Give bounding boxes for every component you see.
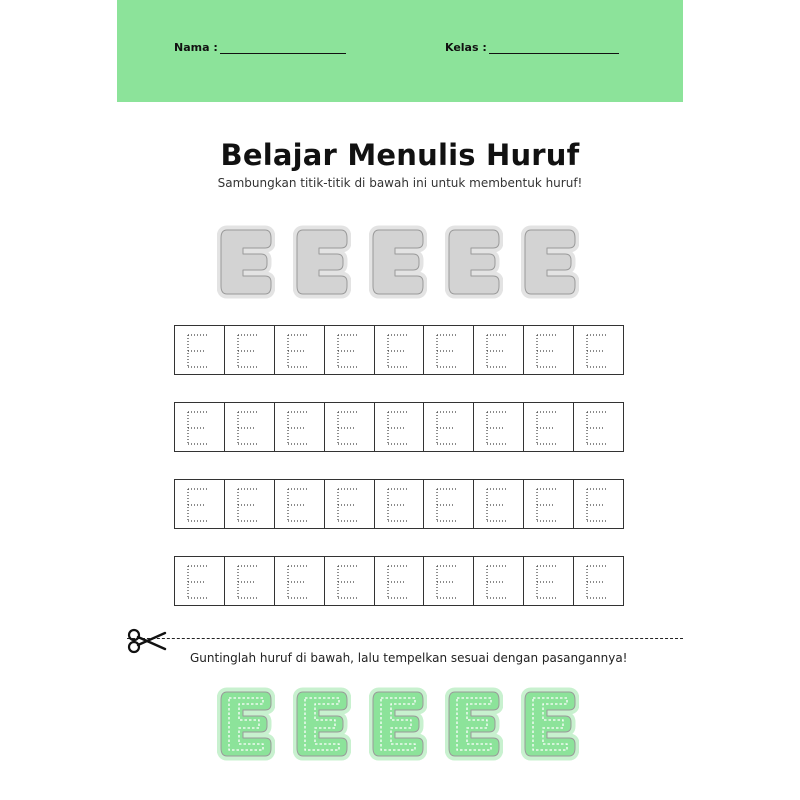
trace-cell[interactable]	[375, 403, 425, 451]
dotted-letter-e	[187, 488, 211, 522]
dotted-letter-e	[387, 411, 411, 445]
dotted-letter-e	[536, 411, 560, 445]
dotted-letter-e	[586, 565, 610, 599]
big-letter-e	[293, 684, 351, 764]
class-field[interactable]	[445, 40, 619, 54]
trace-cell[interactable]	[175, 403, 225, 451]
trace-cell[interactable]	[175, 557, 225, 605]
name-field[interactable]	[174, 40, 346, 54]
trace-cell[interactable]	[474, 480, 524, 528]
trace-row	[174, 479, 624, 529]
dotted-letter-e	[187, 334, 211, 368]
trace-cell[interactable]	[574, 403, 623, 451]
scissors-icon	[125, 628, 169, 654]
trace-cell[interactable]	[325, 403, 375, 451]
dotted-letter-e	[536, 334, 560, 368]
trace-row	[174, 402, 624, 452]
dotted-letter-e	[337, 488, 361, 522]
trace-cell[interactable]	[275, 557, 325, 605]
trace-cell[interactable]	[275, 480, 325, 528]
dotted-letter-e	[486, 488, 510, 522]
trace-cell[interactable]	[225, 403, 275, 451]
dotted-letter-e	[387, 565, 411, 599]
trace-cell[interactable]	[225, 480, 275, 528]
big-letter-e	[521, 684, 579, 764]
trace-cell[interactable]	[325, 557, 375, 605]
trace-cell[interactable]	[225, 326, 275, 374]
instruction-text: Sambungkan titik-titik di bawah ini untuk membentuk huruf!	[217, 176, 583, 190]
trace-cell[interactable]	[175, 326, 225, 374]
trace-cell[interactable]	[574, 480, 623, 528]
worksheet-page	[117, 0, 683, 800]
trace-cell[interactable]	[325, 480, 375, 528]
dotted-letter-e	[586, 411, 610, 445]
big-letter-e	[293, 222, 351, 302]
dotted-letter-e	[337, 411, 361, 445]
dotted-letter-e	[187, 411, 211, 445]
header-band	[117, 0, 683, 102]
big-letter-e	[445, 222, 503, 302]
cut-instruction: Guntinglah huruf di bawah, lalu tempelkan sesuai dengan pasangannya!	[190, 651, 628, 665]
name-line	[220, 40, 346, 54]
dotted-letter-e	[337, 565, 361, 599]
grey-letter-row	[217, 222, 579, 302]
dotted-letter-e	[287, 334, 311, 368]
trace-cell[interactable]	[474, 326, 524, 374]
trace-cell[interactable]	[474, 403, 524, 451]
cut-line	[127, 638, 683, 639]
trace-cell[interactable]	[375, 480, 425, 528]
big-letter-e	[369, 222, 427, 302]
trace-cell[interactable]	[524, 557, 574, 605]
name-label: Nama :	[174, 41, 218, 54]
dotted-letter-e	[586, 334, 610, 368]
green-letter-row	[217, 684, 579, 764]
class-label: Kelas :	[445, 41, 487, 54]
trace-cell[interactable]	[424, 557, 474, 605]
dotted-letter-e	[436, 334, 460, 368]
trace-cell[interactable]	[524, 403, 574, 451]
dotted-letter-e	[436, 488, 460, 522]
dotted-letter-e	[337, 334, 361, 368]
dotted-letter-e	[187, 565, 211, 599]
dotted-letter-e	[387, 488, 411, 522]
class-line	[489, 40, 619, 54]
trace-cell[interactable]	[474, 557, 524, 605]
dotted-letter-e	[536, 565, 560, 599]
dotted-letter-e	[486, 411, 510, 445]
trace-cell[interactable]	[275, 326, 325, 374]
big-letter-e	[521, 222, 579, 302]
dotted-letter-e	[287, 488, 311, 522]
dotted-letter-e	[237, 488, 261, 522]
trace-cell[interactable]	[524, 480, 574, 528]
trace-cell[interactable]	[175, 480, 225, 528]
trace-cell[interactable]	[225, 557, 275, 605]
dotted-letter-e	[436, 411, 460, 445]
trace-cell[interactable]	[424, 403, 474, 451]
dotted-letter-e	[287, 565, 311, 599]
trace-cell[interactable]	[375, 326, 425, 374]
dotted-letter-e	[486, 334, 510, 368]
dotted-letter-e	[586, 488, 610, 522]
page-title: Belajar Menulis Huruf	[220, 138, 580, 172]
trace-cell[interactable]	[574, 326, 623, 374]
dotted-letter-e	[237, 565, 261, 599]
trace-cell[interactable]	[424, 480, 474, 528]
big-letter-e	[217, 684, 275, 764]
dotted-letter-e	[237, 334, 261, 368]
big-letter-e	[369, 684, 427, 764]
trace-cell[interactable]	[375, 557, 425, 605]
dotted-letter-e	[486, 565, 510, 599]
dotted-letter-e	[436, 565, 460, 599]
trace-cell[interactable]	[574, 557, 623, 605]
dotted-letter-e	[237, 411, 261, 445]
dotted-letter-e	[287, 411, 311, 445]
big-letter-e	[217, 222, 275, 302]
dotted-letter-e	[536, 488, 560, 522]
trace-row	[174, 325, 624, 375]
trace-cell[interactable]	[275, 403, 325, 451]
trace-cell[interactable]	[325, 326, 375, 374]
big-letter-e	[445, 684, 503, 764]
trace-cell[interactable]	[524, 326, 574, 374]
trace-row	[174, 556, 624, 606]
trace-cell[interactable]	[424, 326, 474, 374]
dotted-letter-e	[387, 334, 411, 368]
